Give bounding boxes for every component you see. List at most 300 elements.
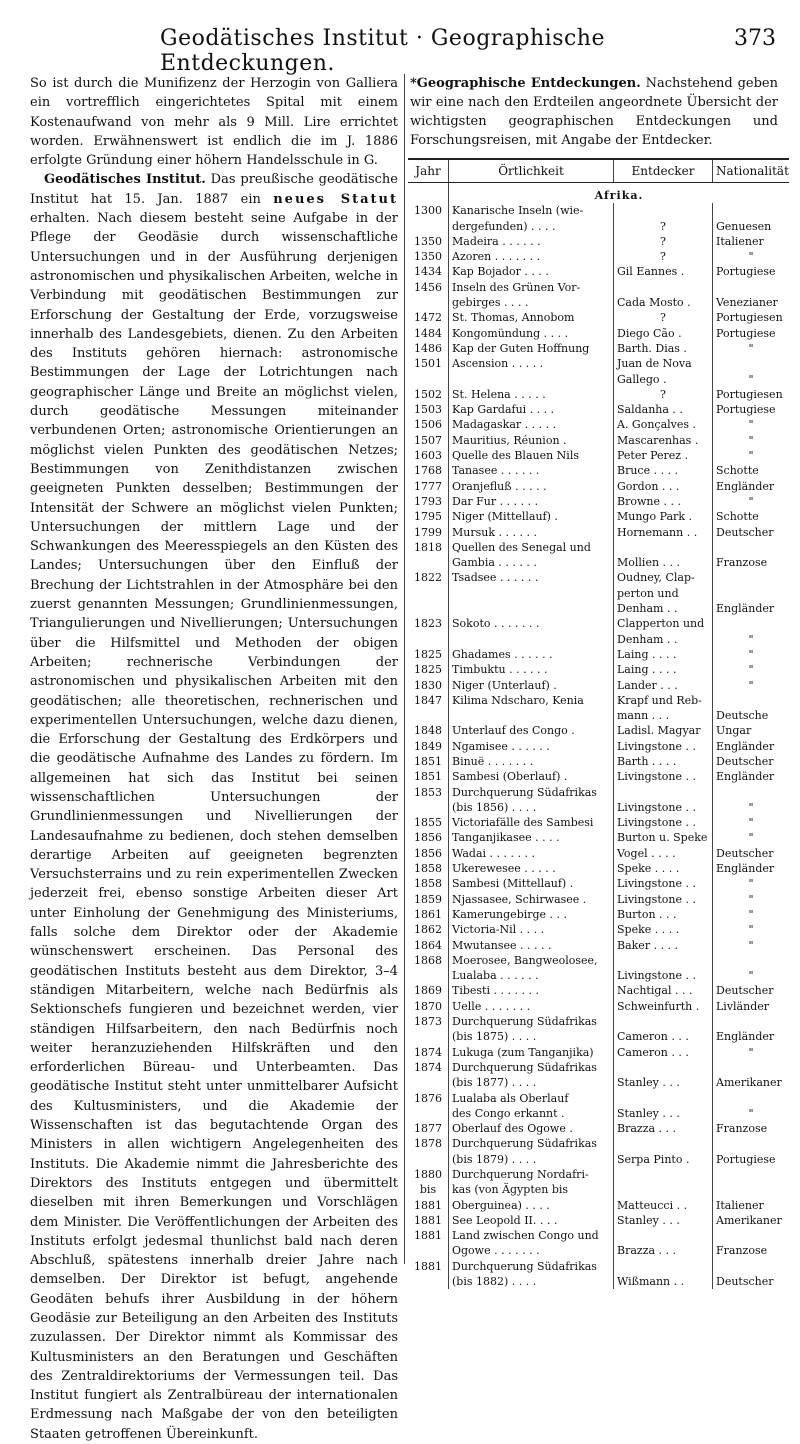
year-cell: 1456	[408, 279, 449, 294]
year-cell: 1881	[408, 1197, 449, 1212]
discoverer-cell: Stanley . . .	[614, 1106, 713, 1121]
table-row	[408, 693, 789, 708]
nationality-cell: Genuesen	[716, 219, 772, 233]
discoverer-cell	[614, 1228, 713, 1243]
nationality-cell: Deutscher	[716, 754, 774, 768]
discoverer-cell: Brazza . . .	[614, 1121, 713, 1136]
discoverer-cell	[614, 540, 713, 555]
column-divider	[404, 74, 405, 1264]
discoverer-cell: Vogel . . . .	[614, 845, 713, 860]
locality-cell: (bis 1879) . . . .	[449, 1151, 614, 1166]
discoverer-cell	[614, 203, 713, 218]
locality-cell	[449, 708, 614, 723]
nationality-cell: "	[748, 923, 754, 937]
table-row	[408, 616, 789, 631]
table-row	[408, 494, 789, 509]
year-cell: 1486	[408, 341, 449, 356]
discoverer-cell: Cada Mosto .	[614, 295, 713, 310]
header-discoverer: Entdecker	[614, 159, 713, 183]
locality-cell: Ngamisee . . . . . .	[449, 738, 614, 753]
nationality-cell: Deutscher	[716, 525, 774, 539]
table-row	[408, 218, 789, 233]
table-row	[408, 524, 789, 539]
locality-cell: Durchquerung Südafrikas	[449, 1060, 614, 1075]
year-cell: 1350	[408, 249, 449, 264]
discoverer-cell: Speke . . . .	[614, 922, 713, 937]
year-cell: 1822	[408, 570, 449, 585]
locality-cell: Madeira . . . . . .	[449, 234, 614, 249]
spaced-emphasis: neues Statut	[273, 191, 398, 207]
year-cell	[408, 371, 449, 386]
nationality-cell: "	[748, 663, 754, 677]
discoverer-cell: Saldanha . .	[614, 402, 713, 417]
discoverer-cell: Brazza . . .	[614, 1243, 713, 1258]
locality-cell: Sambesi (Oberlauf) .	[449, 769, 614, 784]
nationality-cell: Livländer	[716, 999, 770, 1013]
locality-cell: St. Thomas, Annobom	[449, 310, 614, 325]
table-row	[408, 1151, 789, 1166]
table-row	[408, 249, 789, 264]
nationality-cell: Portugiese	[716, 403, 776, 417]
nationality-cell: "	[748, 678, 754, 692]
discoveries-table	[408, 158, 789, 1289]
year-cell	[408, 555, 449, 570]
discoverer-cell: Cameron . . .	[614, 1029, 713, 1044]
year-cell: 1856	[408, 830, 449, 845]
discoverer-cell: Livingstone . .	[614, 800, 713, 815]
nationality-cell: "	[748, 831, 754, 845]
table-row	[408, 601, 789, 616]
year-cell: 1874	[408, 1060, 449, 1075]
table-row	[408, 876, 789, 891]
nationality-cell: "	[748, 816, 754, 830]
locality-cell: Tsadsee . . . . . .	[449, 570, 614, 585]
locality-cell: (bis 1856) . . . .	[449, 800, 614, 815]
locality-cell: Kilima Ndscharo, Kenia	[449, 693, 614, 708]
year-cell	[408, 1274, 449, 1289]
locality-cell: Tibesti . . . . . . .	[449, 983, 614, 998]
locality-cell: (bis 1877) . . . .	[449, 1075, 614, 1090]
nationality-cell: Portugiesen	[716, 387, 783, 401]
year-cell	[408, 800, 449, 815]
table-row	[408, 234, 789, 249]
discoverer-cell: Juan de Nova	[614, 356, 713, 371]
table-row	[408, 1213, 789, 1228]
nationality-cell: "	[748, 494, 754, 508]
nationality-cell: Franzose	[716, 1122, 768, 1136]
discoverer-cell: Schweinfurth .	[614, 998, 713, 1013]
table-row	[408, 570, 789, 585]
header-nationality: Nationalität	[713, 159, 790, 183]
table-row	[408, 815, 789, 830]
table-row	[408, 922, 789, 937]
locality-cell: Uelle . . . . . . .	[449, 998, 614, 1013]
table-header-row	[408, 159, 789, 183]
nationality-cell: "	[748, 969, 754, 983]
year-cell: 1873	[408, 1014, 449, 1029]
year-cell: 1300	[408, 203, 449, 218]
nationality-cell: Engländer	[716, 739, 775, 753]
year-cell: 1825	[408, 647, 449, 662]
locality-cell: gebirges . . . .	[449, 295, 614, 310]
locality-cell	[449, 631, 614, 646]
table-row	[408, 325, 789, 340]
locality-cell: Mauritius, Réunion .	[449, 432, 614, 447]
locality-cell: Timbuktu . . . . . .	[449, 662, 614, 677]
locality-cell: Durchquerung Südafrikas	[449, 784, 614, 799]
locality-cell: des Congo erkannt .	[449, 1106, 614, 1121]
year-cell: 1851	[408, 754, 449, 769]
year-cell: 1484	[408, 325, 449, 340]
table-row	[408, 738, 789, 753]
locality-cell: Moerosee, Bangweolosee,	[449, 953, 614, 968]
table-row	[408, 647, 789, 662]
discoverer-cell	[614, 279, 713, 294]
header-locality: Örtlichkeit	[449, 159, 614, 183]
discoverer-cell	[614, 1014, 713, 1029]
locality-cell: Mursuk . . . . . .	[449, 524, 614, 539]
nationality-cell: Portugiesen	[716, 311, 783, 325]
table-row	[408, 1060, 789, 1075]
year-cell: 1506	[408, 417, 449, 432]
table-row	[408, 754, 789, 769]
year-cell: 1603	[408, 448, 449, 463]
discoverer-cell: Denham . .	[614, 601, 713, 616]
nationality-cell	[713, 585, 790, 600]
discoverer-cell: Livingstone . .	[614, 876, 713, 891]
year-cell: 1859	[408, 891, 449, 906]
locality-cell	[449, 371, 614, 386]
locality-cell: Land zwischen Congo und	[449, 1228, 614, 1243]
table-row	[408, 891, 789, 906]
year-cell	[408, 585, 449, 600]
locality-cell: See Leopold II. . . .	[449, 1213, 614, 1228]
nationality-cell	[713, 1090, 790, 1105]
table-row	[408, 1106, 789, 1121]
table-row	[408, 448, 789, 463]
locality-cell: Ogowe . . . . . . .	[449, 1243, 614, 1258]
table-row	[408, 662, 789, 677]
discoverer-cell: Peter Perez .	[614, 448, 713, 463]
discoverer-cell: Ladisl. Magyar	[614, 723, 713, 738]
discoverer-cell	[614, 784, 713, 799]
discoverer-cell: Krapf und Reb-	[614, 693, 713, 708]
table-row	[408, 1182, 789, 1197]
nationality-cell: "	[748, 449, 754, 463]
discoverer-cell: Burton . . .	[614, 907, 713, 922]
running-title: Geodätisches Institut · Geographische Entdeckungen.	[160, 26, 605, 76]
header-year: Jahr	[408, 159, 449, 183]
discoverer-cell: Nachtigal . . .	[614, 983, 713, 998]
discoverer-cell	[614, 953, 713, 968]
table-row	[408, 907, 789, 922]
year-cell: 1793	[408, 494, 449, 509]
locality-cell: Njassasee, Schirwasee .	[449, 891, 614, 906]
nationality-cell	[713, 953, 790, 968]
nationality-cell	[713, 203, 790, 218]
discoverer-cell: Livingstone . .	[614, 815, 713, 830]
discoverer-cell: Barth. Dias .	[614, 341, 713, 356]
table-row	[408, 432, 789, 447]
table-row	[408, 784, 789, 799]
locality-cell: St. Helena . . . . .	[449, 387, 614, 402]
nationality-cell: "	[748, 892, 754, 906]
table-row	[408, 417, 789, 432]
year-cell	[408, 631, 449, 646]
year-cell: 1799	[408, 524, 449, 539]
nationality-cell: "	[748, 632, 754, 646]
discoverer-cell: Livingstone . .	[614, 769, 713, 784]
locality-cell: Kap Gardafui . . . .	[449, 402, 614, 417]
nationality-cell: Amerikaner	[716, 1076, 782, 1090]
locality-cell	[449, 585, 614, 600]
year-cell: 1880	[408, 1167, 449, 1182]
discoverer-cell: Stanley . . .	[614, 1213, 713, 1228]
nationality-cell: Franzose	[716, 1244, 768, 1258]
nationality-cell	[713, 1014, 790, 1029]
table-row	[408, 968, 789, 983]
table-row	[408, 555, 789, 570]
discoverer-cell: Browne . . .	[614, 494, 713, 509]
year-cell	[408, 1243, 449, 1258]
year-cell: 1501	[408, 356, 449, 371]
year-cell: 1876	[408, 1090, 449, 1105]
locality-cell: Wadai . . . . . . .	[449, 845, 614, 860]
nationality-cell	[713, 570, 790, 585]
nationality-cell	[713, 1136, 790, 1151]
nationality-cell: "	[748, 1106, 754, 1120]
paragraph-genoa: So ist durch die Munifizenz der Herzogin von Galliera ein vortrefflich eingerichtetes Spital mit einem Kostenaufwand von mehr als 9 Mill. Lire errichtet worden. Erwähnenswert ist endlich die im J. 1886 erfolgte Gründung einer höhern Handelsschule in G.	[30, 76, 398, 169]
locality-cell: Kongomündung . . . .	[449, 325, 614, 340]
year-cell: 1847	[408, 693, 449, 708]
table-row	[408, 1121, 789, 1136]
locality-cell: Niger (Unterlauf) .	[449, 677, 614, 692]
nationality-cell	[713, 1258, 790, 1273]
nationality-cell: "	[748, 800, 754, 814]
table-row	[408, 1014, 789, 1029]
nationality-cell: Deutscher	[716, 984, 774, 998]
table-row	[408, 264, 789, 279]
discoverer-cell	[614, 1136, 713, 1151]
discoverer-cell: Matteucci . .	[614, 1197, 713, 1212]
discoverer-cell: Mascarenhas .	[614, 432, 713, 447]
locality-cell: Kanarische Inseln (wie-	[449, 203, 614, 218]
nationality-cell: Portugiese	[716, 1152, 776, 1166]
paragraph-geodetic-institute	[30, 170, 398, 1444]
locality-cell: Kamerungebirge . . .	[449, 907, 614, 922]
table-row	[408, 631, 789, 646]
year-cell: 1848	[408, 723, 449, 738]
discoverer-cell	[614, 1090, 713, 1105]
table-row	[408, 1167, 789, 1182]
discoverer-cell: Baker . . . .	[614, 937, 713, 952]
table-row	[408, 1136, 789, 1151]
discoverer-cell: Clapperton und	[614, 616, 713, 631]
locality-cell: Gambia . . . . . .	[449, 555, 614, 570]
left-column	[30, 74, 398, 1444]
year-cell: 1434	[408, 264, 449, 279]
table-row	[408, 371, 789, 386]
year-cell	[408, 1075, 449, 1090]
table-row	[408, 387, 789, 402]
year-cell: 1868	[408, 953, 449, 968]
nationality-cell: Deutscher	[716, 846, 774, 860]
section-row	[408, 183, 789, 204]
locality-cell: Lualaba . . . . . .	[449, 968, 614, 983]
year-cell: 1350	[408, 234, 449, 249]
table-row	[408, 1258, 789, 1273]
discoverer-cell: A. Gonçalves .	[614, 417, 713, 432]
locality-cell: Inseln des Grünen Vor-	[449, 279, 614, 294]
table-row	[408, 1228, 789, 1243]
year-cell: 1862	[408, 922, 449, 937]
nationality-cell: "	[748, 647, 754, 661]
year-cell: 1830	[408, 677, 449, 692]
discoverer-cell: Hornemann . .	[614, 524, 713, 539]
table-row	[408, 295, 789, 310]
discoverer-cell: Speke . . . .	[614, 861, 713, 876]
locality-cell: Unterlauf des Congo .	[449, 723, 614, 738]
discoverer-cell: Gordon . . .	[614, 478, 713, 493]
nationality-cell: Ungar	[716, 724, 752, 738]
locality-cell: Ghadames . . . . . .	[449, 647, 614, 662]
locality-cell: Tanasee . . . . . .	[449, 463, 614, 478]
year-cell: 1795	[408, 509, 449, 524]
table-row	[408, 1274, 789, 1289]
year-cell: 1881	[408, 1213, 449, 1228]
entry-heading-discoveries: *Geographische Entdeckungen.	[410, 76, 641, 91]
table-row	[408, 585, 789, 600]
discoverer-cell: Livingstone . .	[614, 968, 713, 983]
year-cell	[408, 1029, 449, 1044]
discoverer-cell: Stanley . . .	[614, 1075, 713, 1090]
discoverer-cell: Cameron . . .	[614, 1044, 713, 1059]
year-cell: 1856	[408, 845, 449, 860]
year-cell: 1818	[408, 540, 449, 555]
locality-cell: Mwutansee . . . . .	[449, 937, 614, 952]
locality-cell: Niger (Mittellauf) .	[449, 509, 614, 524]
table-row	[408, 1075, 789, 1090]
nationality-cell: Amerikaner	[716, 1213, 782, 1227]
year-cell: 1472	[408, 310, 449, 325]
table-row	[408, 769, 789, 784]
table-row	[408, 1029, 789, 1044]
locality-cell: Durchquerung Nordafri-	[449, 1167, 614, 1182]
year-cell: 1825	[408, 662, 449, 677]
table-row	[408, 845, 789, 860]
nationality-cell: Schotte	[716, 510, 759, 524]
locality-cell: Victoriafälle des Sambesi	[449, 815, 614, 830]
table-row	[408, 402, 789, 417]
nationality-cell	[713, 1228, 790, 1243]
table-row	[408, 279, 789, 294]
discoverer-cell: Livingstone . .	[614, 738, 713, 753]
nationality-cell: "	[748, 341, 754, 355]
year-cell: 1849	[408, 738, 449, 753]
table-row	[408, 983, 789, 998]
year-cell: 1877	[408, 1121, 449, 1136]
discoverer-cell: Serpa Pinto .	[614, 1151, 713, 1166]
nationality-cell: Deutscher	[716, 1275, 774, 1289]
nationality-cell: Venezianer	[716, 296, 778, 310]
intro-text: Nachstehend geben wir eine nach den Erdteilen angeordnete Übersicht der wichtigsten geographischen Entdeckungen und Forschungsreisen, mit Angabe der Entdecker.	[410, 76, 778, 148]
table-row	[408, 203, 789, 218]
locality-cell: Binuë . . . . . . .	[449, 754, 614, 769]
nationality-cell: "	[748, 877, 754, 891]
discoveries-intro	[410, 74, 778, 150]
discoverer-cell: ?	[614, 234, 713, 249]
year-cell: 1768	[408, 463, 449, 478]
year-cell	[408, 968, 449, 983]
table-row	[408, 310, 789, 325]
discoverer-cell	[614, 1258, 713, 1273]
nationality-cell: Engländer	[716, 479, 775, 493]
nationality-cell: Engländer	[716, 770, 775, 784]
year-cell: 1864	[408, 937, 449, 952]
section-title: Afrika.	[594, 189, 644, 202]
locality-cell: Ascension . . . . .	[449, 356, 614, 371]
locality-cell: Ukerewesee . . . . .	[449, 861, 614, 876]
year-cell: 1853	[408, 784, 449, 799]
nationality-cell: Schotte	[716, 464, 759, 478]
locality-cell: Sambesi (Mittellauf) .	[449, 876, 614, 891]
nationality-cell: Portugiese	[716, 265, 776, 279]
discoverer-cell: ?	[614, 218, 713, 233]
locality-cell: (bis 1875) . . . .	[449, 1029, 614, 1044]
year-cell: 1851	[408, 769, 449, 784]
locality-cell: Oberlauf des Ogowe .	[449, 1121, 614, 1136]
table-row	[408, 723, 789, 738]
year-cell: 1503	[408, 402, 449, 417]
year-cell: 1870	[408, 998, 449, 1013]
table-row	[408, 1243, 789, 1258]
table-row	[408, 356, 789, 371]
table-row	[408, 463, 789, 478]
locality-cell: Quelle des Blauen Nils	[449, 448, 614, 463]
year-cell: 1878	[408, 1136, 449, 1151]
table-row	[408, 998, 789, 1013]
year-cell	[408, 601, 449, 616]
year-cell	[408, 1106, 449, 1121]
discoverer-cell: Mungo Park .	[614, 509, 713, 524]
year-cell: 1823	[408, 616, 449, 631]
nationality-cell: Italiener	[716, 234, 764, 248]
discoverer-cell: Mollien . . .	[614, 555, 713, 570]
nationality-cell: "	[748, 433, 754, 447]
discoverer-cell: Bruce . . . .	[614, 463, 713, 478]
table-row	[408, 677, 789, 692]
table-row	[408, 1044, 789, 1059]
discoverer-cell: Oudney, Clap-	[614, 570, 713, 585]
table-row	[408, 1197, 789, 1212]
locality-cell: Durchquerung Südafrikas	[449, 1136, 614, 1151]
table-row	[408, 1090, 789, 1105]
nationality-cell	[713, 693, 790, 708]
nationality-cell	[713, 1182, 790, 1197]
year-cell: 1858	[408, 861, 449, 876]
year-cell: 1881	[408, 1228, 449, 1243]
locality-cell	[449, 601, 614, 616]
discoverer-cell: Barth . . . .	[614, 754, 713, 769]
discoverer-cell: Wißmann . .	[614, 1274, 713, 1289]
discoveries-table-wrap	[408, 158, 789, 1289]
nationality-cell: Engländer	[716, 1030, 775, 1044]
nationality-cell: "	[748, 372, 754, 386]
nationality-cell	[713, 279, 790, 294]
locality-cell: Oberguinea) . . . .	[449, 1197, 614, 1212]
nationality-cell: Franzose	[716, 556, 768, 570]
table-row	[408, 540, 789, 555]
